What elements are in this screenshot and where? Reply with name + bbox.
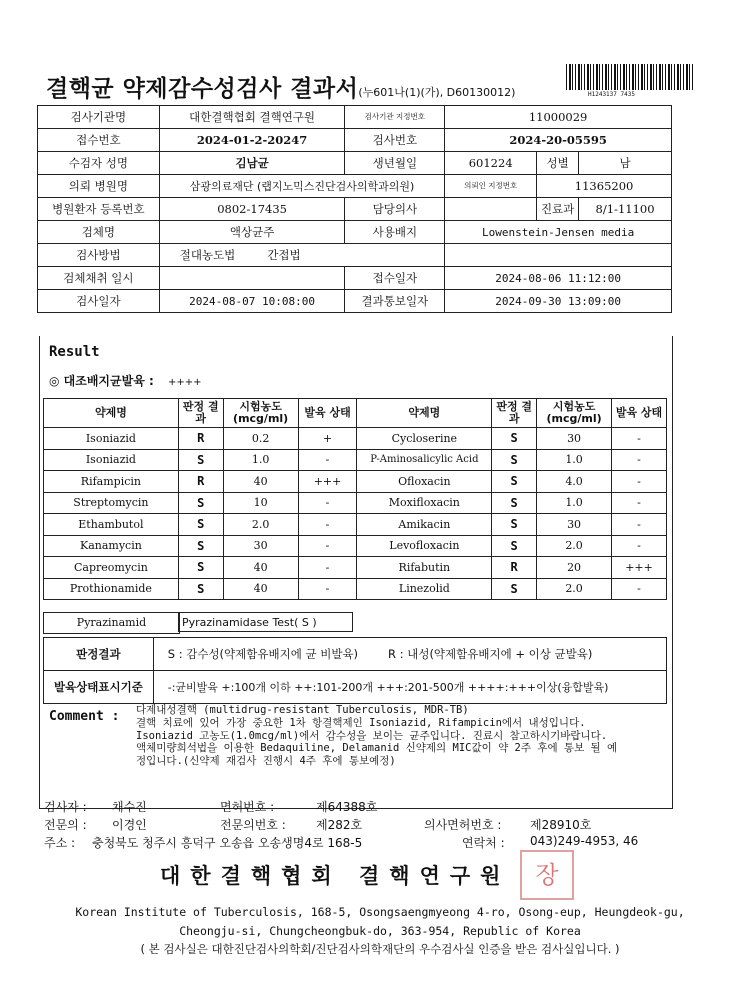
method-indirect: 간접법: [267, 248, 301, 262]
header-cell: 발육 상태: [298, 399, 357, 428]
result-title: Result: [49, 344, 100, 360]
organization-name: 대한결핵협회 결핵연구원: [160, 863, 511, 888]
info-row: [38, 290, 672, 313]
judge-result: S: [492, 535, 537, 557]
judge-result: S: [492, 578, 537, 600]
growth-label: 발육상태표시기준: [44, 671, 154, 704]
header-cell: 판정 결과: [178, 399, 223, 428]
test-concentration: 2.0: [537, 535, 612, 557]
info-value: 대한결핵협회 결핵연구원: [159, 106, 345, 129]
judge-result: S: [492, 514, 537, 536]
info-row: [38, 267, 672, 290]
info-value: 2024-08-06 11:12:00: [445, 267, 672, 290]
drug-name: Isoniazid: [44, 428, 179, 450]
control-medium-value: ++++: [167, 377, 202, 388]
drug-name: Amikacin: [357, 514, 492, 536]
license-label: 면허번호 :: [220, 800, 275, 814]
drug-name: Isoniazid: [44, 449, 179, 471]
legend-table: [43, 637, 667, 704]
drug-name: Rifabutin: [357, 557, 492, 579]
growth-status: -: [612, 578, 667, 600]
header-cell: 시험농도 (mcg/ml): [537, 399, 612, 428]
drug-row: [44, 492, 667, 514]
info-value: [159, 244, 445, 267]
info-value: 남: [579, 152, 672, 175]
growth-status: -: [298, 449, 357, 471]
info-value: 2024-01-2-20247: [159, 129, 345, 152]
drug-row: [44, 557, 667, 579]
drug-name: Kanamycin: [44, 535, 179, 557]
info-row: [38, 198, 672, 221]
drug-header-row: [44, 399, 667, 428]
info-row: [38, 129, 672, 152]
comment-line: 결핵 치료에 있어 가장 중요한 1차 항결핵제인 Isoniazid, Rifampicin에서 내성입니다.: [136, 716, 586, 729]
comment-line: 정입니다.(신약제 재검사 진행시 4주 후에 통보예정): [136, 755, 396, 768]
info-value: 0802-17435: [159, 198, 345, 221]
test-concentration: 20: [537, 557, 612, 579]
judge-result: S: [492, 449, 537, 471]
doctor-license: 제28910호: [530, 818, 592, 832]
info-label: 검사기관 지정번호: [345, 106, 445, 129]
license-number: 제64388호: [316, 800, 378, 814]
certification-note: ( 본 검사실은 대한진단검사의학회/진단검사의학재단의 우수검사실 인증을 받은 검사실입니다. ): [140, 942, 620, 956]
comment-label: Comment :: [49, 709, 120, 724]
info-label: 의뢰인 지정번호: [445, 175, 537, 198]
info-label: 검체명: [38, 221, 160, 244]
judge-text: [153, 638, 666, 671]
header-cell: 약제명: [44, 399, 179, 428]
growth-text: -:균비발육 +:100개 이하 ++:101-200개 +++:201-500개 ++++:+++이상(융합발육): [153, 671, 666, 704]
address: 충청북도 청주시 흥덕구 오송읍 오송생명4로 168-5: [92, 836, 363, 850]
pyrazinamidase-test: Pyrazinamidase Test( S ): [178, 612, 353, 632]
barcode: [566, 64, 694, 90]
comment-line: Isoniazid 고농도(1.0mcg/ml)에서 감수성을 보이는 균주입니다. 진료시 참고하시기바랍니다.: [136, 729, 608, 742]
header-cell: 시험농도 (mcg/ml): [223, 399, 298, 428]
specialist-name: 이경인: [112, 818, 147, 832]
info-row: [38, 175, 672, 198]
drug-name: Moxifloxacin: [357, 492, 492, 514]
info-label: 진료과: [537, 198, 579, 221]
phone: 043)249-4953, 46: [530, 834, 639, 848]
judge-result: R: [178, 428, 223, 450]
growth-status: -: [612, 535, 667, 557]
growth-status: -: [612, 471, 667, 493]
info-value: Lowenstein-Jensen media: [445, 221, 672, 244]
test-concentration: 1.0: [537, 449, 612, 471]
phone-label: 연락처 :: [462, 836, 505, 850]
info-label: 검사일자: [38, 290, 160, 313]
specialist-license-label: 전문의번호 :: [220, 818, 286, 832]
judge-result: S: [492, 471, 537, 493]
test-concentration: 2.0: [537, 578, 612, 600]
judge-result: R: [492, 557, 537, 579]
growth-status: -: [298, 492, 357, 514]
info-value: 2024-09-30 13:09:00: [445, 290, 672, 313]
judge-result: S: [178, 557, 223, 579]
info-row: [38, 106, 672, 129]
info-row: [38, 221, 672, 244]
judge-result: S: [178, 492, 223, 514]
control-medium-label: ◎ 대조배지균발육 :: [49, 374, 154, 388]
growth-status: +++: [298, 471, 357, 493]
header-cell: 약제명: [357, 399, 492, 428]
info-label: 결과통보일자: [345, 290, 445, 313]
growth-status: +: [298, 428, 357, 450]
test-concentration: 30: [537, 428, 612, 450]
info-value: [159, 267, 345, 290]
test-concentration: 1.0: [537, 492, 612, 514]
info-value: 김남균: [159, 152, 345, 175]
info-label: 사용배지: [345, 221, 445, 244]
info-label: 수검자 성명: [38, 152, 160, 175]
barcode-number: H1243137 7435: [588, 91, 635, 98]
info-value: 601224: [445, 152, 537, 175]
judge-result: R: [178, 471, 223, 493]
drug-name: Linezolid: [357, 578, 492, 600]
judge-label: 판정결과: [44, 638, 154, 671]
form-code: (누601나(1)(가), D60130012): [358, 86, 516, 99]
drug-name: Rifampicin: [44, 471, 179, 493]
growth-row: [44, 671, 667, 704]
info-label: 검사기관명: [38, 106, 160, 129]
info-row: [38, 244, 672, 267]
info-label: 검체채취 일시: [38, 267, 160, 290]
growth-status: +++: [612, 557, 667, 579]
test-concentration: 10: [223, 492, 298, 514]
drug-name: Ethambutol: [44, 514, 179, 536]
growth-status: -: [298, 514, 357, 536]
info-value: 2024-08-07 10:08:00: [159, 290, 345, 313]
method-absolute: 절대농도법: [179, 248, 236, 262]
growth-status: -: [298, 578, 357, 600]
info-value: [445, 198, 537, 221]
comment-line: 액체미량희석법을 이용한 Bedaquiline, Delamanid 신약제의 MIC값이 약 2주 후에 통보 될 예: [136, 742, 618, 755]
specialist-license: 제282호: [316, 818, 363, 832]
test-concentration: 30: [223, 535, 298, 557]
judge-result: S: [492, 492, 537, 514]
comment-line: 다제내성결핵 (multidrug-resistant Tuberculosis, MDR-TB): [136, 704, 469, 716]
address-label: 주소 :: [44, 836, 76, 850]
judge-s: S : 감수성(약제함유배지에 균 비발육): [167, 647, 359, 661]
drug-name: Streptomycin: [44, 492, 179, 514]
drug-row: [44, 471, 667, 493]
info-label: 담당의사: [345, 198, 445, 221]
test-concentration: 30: [537, 514, 612, 536]
drug-row: [44, 428, 667, 450]
doctor-license-label: 의사면허번호 :: [424, 818, 502, 832]
specialist-label: 전문의 :: [44, 818, 87, 832]
drug-row: [44, 449, 667, 471]
info-label: 접수일자: [345, 267, 445, 290]
growth-status: -: [612, 492, 667, 514]
test-concentration: 40: [223, 471, 298, 493]
growth-status: -: [298, 535, 357, 557]
test-concentration: 40: [223, 578, 298, 600]
drug-name: Prothionamide: [44, 578, 179, 600]
control-medium-growth: [49, 372, 201, 389]
info-label: 검사번호: [345, 129, 445, 152]
drug-name: Ofloxacin: [357, 471, 492, 493]
growth-status: -: [612, 449, 667, 471]
test-concentration: 4.0: [537, 471, 612, 493]
title-text: 결핵균 약제감수성검사 결과서: [46, 76, 359, 102]
judge-row: [44, 638, 667, 671]
info-label: 접수번호: [38, 129, 160, 152]
drug-name: Cycloserine: [357, 428, 492, 450]
judge-r: R : 내성(약제함유배지에 + 이상 균발육): [388, 647, 593, 661]
info-value: 8/1-11100: [579, 198, 672, 221]
growth-status: -: [612, 514, 667, 536]
info-label: 성별: [537, 152, 579, 175]
info-value: [445, 244, 672, 267]
info-label: 의뢰 병원명: [38, 175, 160, 198]
comment-text: [136, 704, 664, 768]
examiner-label: 검사자 :: [44, 800, 87, 814]
drug-name: Capreomycin: [44, 557, 179, 579]
info-value: 2024-20-05595: [445, 129, 672, 152]
judge-result: S: [178, 449, 223, 471]
drug-name: P-Aminosalicylic Acid: [357, 449, 492, 471]
drug-table: [43, 398, 667, 600]
judge-result: S: [492, 428, 537, 450]
info-value: 액상균주: [159, 221, 345, 244]
info-table: [37, 105, 672, 313]
document-title: [46, 70, 515, 103]
test-concentration: 40: [223, 557, 298, 579]
drug-row: [44, 514, 667, 536]
drug-name: Levofloxacin: [357, 535, 492, 557]
info-value: 11365200: [537, 175, 672, 198]
growth-status: -: [298, 557, 357, 579]
drug-row: [44, 535, 667, 557]
header-cell: 발육 상태: [612, 399, 667, 428]
info-value: 11000029: [445, 106, 672, 129]
test-concentration: 2.0: [223, 514, 298, 536]
english-address-2: Cheongju-si, Chungcheongbuk-do, 363-954, Republic of Korea: [179, 924, 581, 938]
examiner-name: 채수진: [112, 800, 147, 814]
official-seal: 장: [520, 850, 574, 900]
judge-result: S: [178, 578, 223, 600]
info-label: 병원환자 등록번호: [38, 198, 160, 221]
judge-result: S: [178, 535, 223, 557]
pyrazinamid-label: Pyrazinamid: [43, 612, 180, 634]
info-row: [38, 152, 672, 175]
growth-status: -: [612, 428, 667, 450]
test-concentration: 1.0: [223, 449, 298, 471]
info-value: 삼광의료재단 (랩지노믹스진단검사의학과의원): [159, 175, 445, 198]
drug-row: [44, 578, 667, 600]
header-cell: 판정 결과: [492, 399, 537, 428]
judge-result: S: [178, 514, 223, 536]
test-concentration: 0.2: [223, 428, 298, 450]
english-address-1: Korean Institute of Tuberculosis, 168-5, Osongsaengmyeong 4-ro, Osong-eup, Heungdeok-gu,: [75, 905, 685, 919]
info-label: 검사방법: [38, 244, 160, 267]
info-label: 생년월일: [345, 152, 445, 175]
